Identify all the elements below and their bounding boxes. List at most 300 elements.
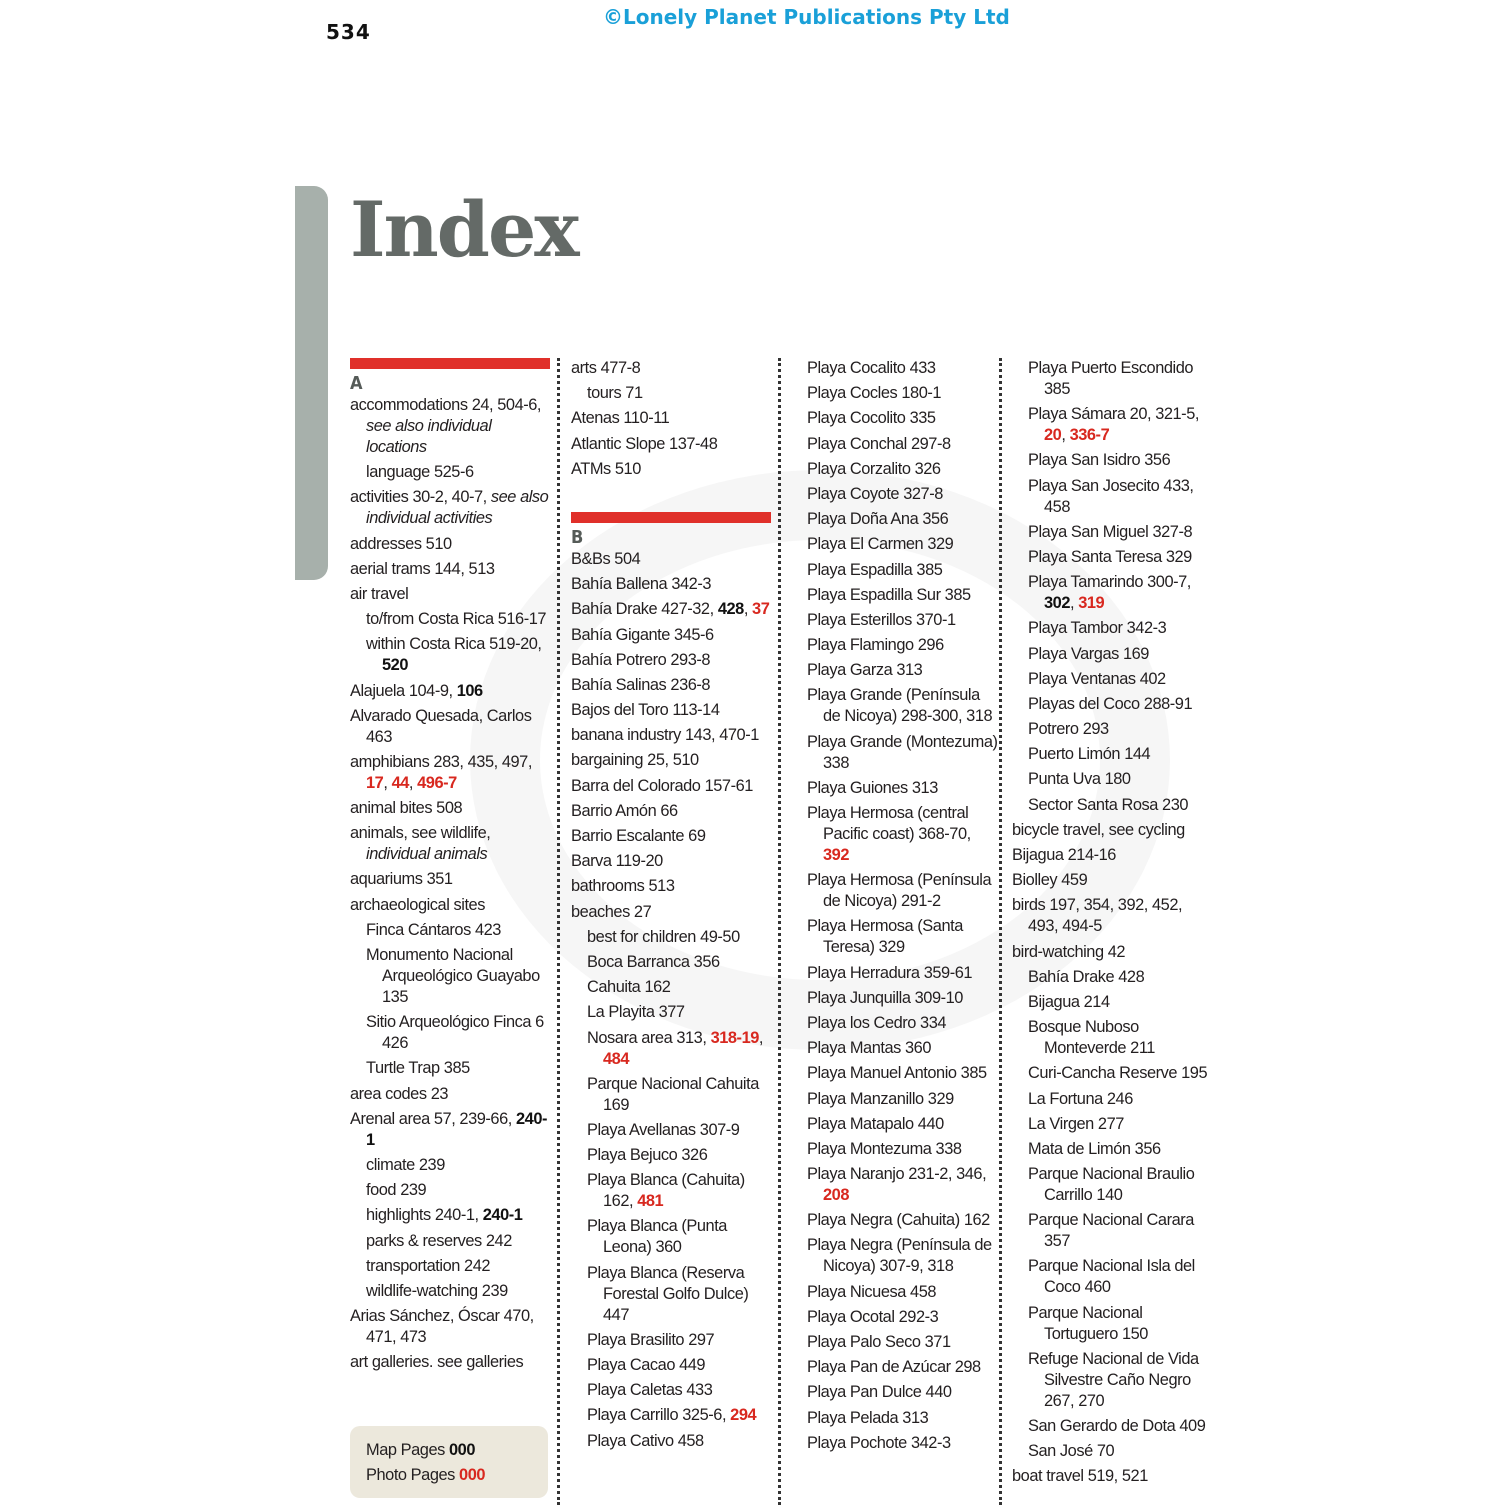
index-entry xyxy=(807,1235,999,1277)
index-subentry xyxy=(571,952,771,973)
photo-page-ref: 20 xyxy=(1044,426,1062,445)
entry-text: Barva 119-20 xyxy=(571,852,663,871)
entry-text: air travel xyxy=(350,584,409,603)
index-entry xyxy=(1012,870,1212,891)
index-entry xyxy=(1012,942,1212,963)
index-subentry xyxy=(350,634,550,676)
index-subentry xyxy=(1012,1303,1212,1345)
entry-text: climate 239 xyxy=(366,1155,445,1174)
index-entry xyxy=(571,650,771,671)
index-entry xyxy=(807,383,999,404)
legend-map-value: 000 xyxy=(448,1441,475,1459)
index-subentry xyxy=(1012,769,1212,790)
index-entry xyxy=(571,625,771,646)
entry-text: Playa Hermosa (central Pacific coast) 368-70, xyxy=(807,804,971,843)
legend-photo-value: 000 xyxy=(459,1466,486,1484)
entry-text: language 525-6 xyxy=(366,463,474,482)
section-letter: A xyxy=(350,373,363,394)
entry-text: to/from Costa Rica 516-17 xyxy=(366,610,547,629)
index-entry xyxy=(807,1013,999,1034)
index-entry xyxy=(571,408,771,429)
entry-text: Playa Puerto Escondido 385 xyxy=(1028,359,1194,398)
index-entry xyxy=(807,660,999,681)
entry-text: Finca Cántaros 423 xyxy=(366,920,501,939)
index-entry xyxy=(350,681,550,702)
index-entry xyxy=(807,963,999,984)
entry-text: Barra del Colorado 157-61 xyxy=(571,776,753,795)
index-subentry xyxy=(571,1431,771,1452)
page-type-legend xyxy=(350,1426,548,1498)
entry-text: Playa Doña Ana 356 xyxy=(807,510,949,529)
entry-text: , xyxy=(743,600,753,619)
index-entry xyxy=(350,584,550,605)
entry-text: Atenas 110-11 xyxy=(571,409,670,428)
index-subentry xyxy=(571,1405,771,1426)
entry-text: , xyxy=(758,1028,764,1047)
entry-text: Playa Pelada 313 xyxy=(807,1408,929,1427)
entry-text: Playa Sámara 20, 321-5, xyxy=(1028,405,1199,424)
index-entry xyxy=(807,778,999,799)
entry-text: Playa Cocles 180-1 xyxy=(807,384,942,403)
index-entry xyxy=(1012,1466,1212,1487)
index-entry xyxy=(350,706,550,748)
entry-text: Parque Nacional Cahuita 169 xyxy=(587,1074,759,1114)
entry-text: Curi-Cancha Reserve 195 xyxy=(1028,1064,1208,1083)
entry-text: Playa los Cedro 334 xyxy=(807,1013,947,1032)
index-entry xyxy=(807,358,999,379)
entry-text: Monumento Nacional Arqueológico Guayabo 135 xyxy=(366,946,540,1006)
map-page-ref: 302 xyxy=(1044,594,1070,613)
cross-reference: see also individual locations xyxy=(366,417,492,456)
entry-text: Playa Pan Dulce 440 xyxy=(807,1383,952,1402)
entry-text: Playa Junquilla 309-10 xyxy=(807,988,963,1007)
index-entry xyxy=(571,675,771,696)
index-entry xyxy=(1012,845,1212,866)
index-entry xyxy=(571,826,771,847)
section-letter: B xyxy=(571,526,583,548)
entry-text: Playa Brasilito 297 xyxy=(587,1330,715,1349)
entry-text: Bijagua 214-16 xyxy=(1012,846,1116,864)
index-entry xyxy=(807,1089,999,1110)
entry-text: Bosque Nuboso Monteverde 211 xyxy=(1028,1018,1155,1058)
index-entry xyxy=(350,559,550,580)
index-entry xyxy=(571,459,771,480)
index-subentry xyxy=(571,1028,771,1070)
map-page-ref: 106 xyxy=(456,681,483,700)
entry-text: Playa Matapalo 440 xyxy=(807,1114,944,1133)
entry-text: Playa Cocolito 335 xyxy=(807,409,936,428)
index-entry xyxy=(807,1357,999,1378)
entry-text: Playa Vargas 169 xyxy=(1028,644,1149,663)
index-subentry xyxy=(350,1281,550,1302)
index-entry xyxy=(571,876,771,897)
entry-text: area codes 23 xyxy=(350,1084,449,1103)
index-entry xyxy=(350,395,550,458)
index-entry xyxy=(1012,895,1212,937)
entry-text: Alajuela 104-9, xyxy=(350,681,457,700)
index-entry xyxy=(571,434,771,455)
index-entry xyxy=(571,725,771,746)
photo-page-ref: 319 xyxy=(1078,594,1105,613)
map-page-ref: 240-1 xyxy=(482,1206,523,1225)
cross-reference: see also individual activities xyxy=(366,488,549,528)
entry-text: amphibians 283, 435, 497, xyxy=(350,752,532,771)
entry-text: , xyxy=(1061,426,1070,445)
index-subentry xyxy=(1012,992,1212,1013)
index-subentry xyxy=(571,1120,771,1141)
index-entry xyxy=(807,459,999,480)
legend-photo-label: Photo Pages xyxy=(366,1466,455,1484)
entry-text: B&Bs 504 xyxy=(571,549,641,568)
index-subentry xyxy=(571,1074,771,1116)
entry-text: Playa Hermosa (Península de Nicoya) 291-2 xyxy=(807,871,992,911)
index-entry xyxy=(807,635,999,656)
entry-text: Playa San Isidro 356 xyxy=(1028,451,1171,470)
entry-text: Atlantic Slope 137-48 xyxy=(571,434,718,453)
index-subentry xyxy=(1012,1063,1212,1084)
index-subentry xyxy=(571,927,771,948)
index-entry xyxy=(571,549,771,570)
index-column-1 xyxy=(350,358,550,1505)
entry-text: aquariums 351 xyxy=(350,870,453,889)
entry-text: addresses 510 xyxy=(350,534,452,553)
entry-text: aerial trams 144, 513 xyxy=(350,559,495,578)
entry-text: accommodations 24, 504-6, xyxy=(350,396,542,414)
index-entry xyxy=(807,1038,999,1059)
entry-text: Playa Cocalito 433 xyxy=(807,359,936,377)
entry-text: Boca Barranca 356 xyxy=(587,952,720,971)
index-entry xyxy=(350,869,550,890)
index-subentry xyxy=(1012,1256,1212,1298)
index-subentry xyxy=(571,1263,771,1326)
entry-text: , xyxy=(1070,594,1079,613)
legend-map-label: Map Pages xyxy=(366,1441,445,1459)
entry-text: Refuge Nacional de Vida Silvestre Caño Negro 267, 270 xyxy=(1028,1349,1199,1410)
entry-text: , xyxy=(383,773,392,792)
entry-text: Playa Ocotal 292-3 xyxy=(807,1307,939,1326)
column-divider xyxy=(778,358,781,1505)
entry-text: Bijagua 214 xyxy=(1028,992,1110,1011)
entry-text: Potrero 293 xyxy=(1028,720,1109,739)
entry-text: Bahía Gigante 345-6 xyxy=(571,625,714,644)
entry-text: Playa Caletas 433 xyxy=(587,1381,713,1400)
entry-text: Arias Sánchez, Óscar 470, 471, 473 xyxy=(350,1307,534,1347)
copyright-notice: ©Lonely Planet Publications Pty Ltd xyxy=(603,5,1010,29)
index-subentry xyxy=(350,1205,550,1226)
index-entry xyxy=(350,1352,550,1373)
index-subentry xyxy=(350,462,550,483)
entry-text: Playa Tamarindo 300-7, xyxy=(1028,573,1191,592)
entry-text: San José 70 xyxy=(1028,1442,1115,1461)
index-subentry xyxy=(1012,644,1212,665)
entry-text: Turtle Trap 385 xyxy=(366,1059,470,1078)
index-subentry xyxy=(350,945,550,1008)
legend-map-pages xyxy=(366,1438,532,1463)
entry-text: Playa Negra (Península de Nicoya) 307-9, 318 xyxy=(807,1236,992,1276)
entry-text: Playa Cacao 449 xyxy=(587,1356,706,1374)
photo-page-ref: 392 xyxy=(823,846,849,864)
photo-page-ref: 208 xyxy=(823,1186,849,1205)
entry-text: animal bites 508 xyxy=(350,799,463,818)
entry-text: Playas del Coco 288-91 xyxy=(1028,694,1193,713)
entry-text: Bahía Ballena 342-3 xyxy=(571,575,711,594)
photo-page-ref: 17 xyxy=(366,773,384,792)
index-entry xyxy=(571,776,771,797)
index-entry xyxy=(807,1307,999,1328)
entry-text: boat travel 519, 521 xyxy=(1012,1467,1148,1486)
entry-text: beaches 27 xyxy=(571,902,652,921)
entry-text: La Fortuna 246 xyxy=(1028,1089,1133,1108)
cross-reference: individual animals xyxy=(366,845,488,864)
entry-text: activities 30-2, 40-7, xyxy=(350,488,491,507)
entry-text: Alvarado Quesada, Carlos 463 xyxy=(350,706,532,746)
entry-text: Playa Mantas 360 xyxy=(807,1039,932,1058)
index-subentry xyxy=(1012,1114,1212,1135)
index-entry xyxy=(350,895,550,916)
index-subentry xyxy=(571,1170,771,1212)
entry-text: Playa Pochote 342-3 xyxy=(807,1433,951,1452)
index-subentry xyxy=(350,1155,550,1176)
index-entry xyxy=(571,750,771,771)
index-subentry xyxy=(1012,967,1212,988)
entry-text: Playa Cativo 458 xyxy=(587,1431,704,1450)
index-entry xyxy=(807,1164,999,1206)
entry-text: , xyxy=(408,773,418,792)
index-entry xyxy=(350,823,550,865)
entry-text: Playa Santa Teresa 329 xyxy=(1028,547,1192,566)
index-entry xyxy=(571,700,771,721)
entry-text: Playa Blanca (Reserva Forestal Golfo Dulce) 447 xyxy=(587,1263,749,1324)
entry-text: Playa Esterillos 370-1 xyxy=(807,610,956,629)
index-subentry xyxy=(1012,1139,1212,1160)
entry-text: La Playita 377 xyxy=(587,1003,685,1022)
entry-text: birds 197, 354, 392, 452, 493, 494-5 xyxy=(1012,896,1183,936)
index-subentry xyxy=(350,1180,550,1201)
entry-text: Playa Blanca (Cahuita) 162, xyxy=(587,1171,745,1211)
index-subentry xyxy=(1012,1210,1212,1252)
index-entry xyxy=(807,870,999,912)
entry-text: bird-watching 42 xyxy=(1012,942,1126,961)
entry-text: Playa Carrillo 325-6, xyxy=(587,1406,731,1425)
index-entry xyxy=(807,1433,999,1454)
index-entry xyxy=(807,988,999,1009)
entry-text: bicycle travel, see cycling xyxy=(1012,820,1185,839)
photo-page-ref: 496-7 xyxy=(417,773,457,792)
index-entry xyxy=(807,1114,999,1135)
index-column-3 xyxy=(807,358,999,1505)
entry-text: arts 477-8 xyxy=(571,359,641,377)
index-subentry xyxy=(1012,795,1212,816)
entry-text: Playa Coyote 327-8 xyxy=(807,484,943,503)
index-subentry xyxy=(1012,476,1212,518)
entry-text: Bahía Salinas 236-8 xyxy=(571,675,711,694)
entry-text: within Costa Rica 519-20, xyxy=(366,635,542,654)
index-entry xyxy=(807,1282,999,1303)
entry-text: Nosara area 313, xyxy=(587,1028,711,1047)
index-subentry xyxy=(571,383,771,404)
index-subentry xyxy=(1012,1089,1212,1110)
index-entry xyxy=(571,902,771,923)
index-entry xyxy=(350,1084,550,1105)
entry-text: banana industry 143, 470-1 xyxy=(571,726,759,745)
index-subentry xyxy=(350,1256,550,1277)
index-entry xyxy=(571,851,771,872)
index-subentry xyxy=(571,1380,771,1401)
index-subentry xyxy=(350,1058,550,1079)
entry-text: food 239 xyxy=(366,1181,427,1200)
entry-text: Playa San Miguel 327-8 xyxy=(1028,522,1193,541)
index-entry xyxy=(350,1306,550,1348)
photo-page-ref: 294 xyxy=(730,1406,757,1425)
entry-text: Punta Uva 180 xyxy=(1028,770,1131,789)
index-subentry xyxy=(571,1355,771,1376)
entry-text: best for children 49-50 xyxy=(587,927,740,946)
entry-text: Playa Guiones 313 xyxy=(807,778,938,797)
index-entry xyxy=(350,534,550,555)
entry-text: Playa Tambor 342-3 xyxy=(1028,619,1167,638)
index-entry xyxy=(807,1063,999,1084)
entry-text: animals, see wildlife, xyxy=(350,824,491,843)
entry-text: Playa Manzanillo 329 xyxy=(807,1089,954,1108)
entry-text: Playa Avellanas 307-9 xyxy=(587,1120,740,1139)
entry-text: Parque Nacional Isla del Coco 460 xyxy=(1028,1257,1195,1297)
map-page-ref: 240-1 xyxy=(366,1109,547,1149)
index-entry xyxy=(807,509,999,530)
letter-bar xyxy=(571,512,771,523)
index-subentry xyxy=(1012,1416,1212,1437)
entry-text: Bahía Potrero 293-8 xyxy=(571,650,711,669)
column-divider xyxy=(999,358,1002,1505)
letter-section-header xyxy=(571,512,771,547)
index-subentry xyxy=(1012,358,1212,400)
entry-text: Playa Herradura 359-61 xyxy=(807,963,973,982)
index-subentry xyxy=(1012,1017,1212,1059)
entry-text: Mata de Limón 356 xyxy=(1028,1139,1161,1158)
index-entry xyxy=(807,685,999,727)
column-divider xyxy=(557,358,560,1505)
entry-text: Playa Espadilla Sur 385 xyxy=(807,585,971,604)
entry-text: Playa Ventanas 402 xyxy=(1028,669,1166,688)
index-entry xyxy=(571,599,771,620)
index-entry xyxy=(571,574,771,595)
index-entry xyxy=(807,434,999,455)
index-subentry xyxy=(1012,1441,1212,1462)
entry-text: Playa Blanca (Punta Leona) 360 xyxy=(587,1217,727,1257)
index-subentry xyxy=(1012,450,1212,471)
entry-text: Playa Grande (Montezuma) 338 xyxy=(807,732,998,772)
entry-text: tours 71 xyxy=(587,384,643,403)
index-subentry xyxy=(350,1012,550,1054)
entry-text: wildlife-watching 239 xyxy=(366,1281,508,1300)
index-subentry xyxy=(350,1231,550,1252)
entry-text: Sector Santa Rosa 230 xyxy=(1028,795,1189,814)
index-subentry xyxy=(350,609,550,630)
index-entry xyxy=(1012,820,1212,841)
entry-text: Playa San Josecito 433, 458 xyxy=(1028,476,1194,516)
index-entry xyxy=(571,358,771,379)
entry-text: Playa Naranjo 231-2, 346, xyxy=(807,1165,987,1184)
index-subentry xyxy=(571,1330,771,1351)
index-entry xyxy=(807,732,999,774)
entry-text: San Gerardo de Dota 409 xyxy=(1028,1417,1206,1435)
section-spacer xyxy=(571,484,771,512)
entry-text: Playa Grande (Península de Nicoya) 298-300, 318 xyxy=(807,686,993,726)
index-entry xyxy=(350,752,550,794)
index-subentry xyxy=(350,920,550,941)
index-entry xyxy=(807,1408,999,1429)
index-entry xyxy=(807,534,999,555)
entry-text: art galleries. see galleries xyxy=(350,1353,524,1372)
entry-text: Barrio Escalante 69 xyxy=(571,827,706,845)
entry-text: archaeological sites xyxy=(350,895,485,914)
entry-text: bathrooms 513 xyxy=(571,877,675,896)
entry-text: Parque Nacional Carara 357 xyxy=(1028,1211,1194,1251)
index-subentry xyxy=(1012,618,1212,639)
index-subentry xyxy=(1012,522,1212,543)
entry-text: Playa Flamingo 296 xyxy=(807,636,944,655)
index-subentry xyxy=(1012,1164,1212,1206)
page-number: 534 xyxy=(326,20,371,44)
entry-text: Playa Montezuma 338 xyxy=(807,1139,962,1158)
entry-text: Arenal area 57, 239-66, xyxy=(350,1109,516,1128)
entry-text: Biolley 459 xyxy=(1012,871,1088,890)
index-subentry xyxy=(571,1002,771,1023)
index-entry xyxy=(807,1332,999,1353)
entry-text: Playa El Carmen 329 xyxy=(807,535,954,554)
index-subentry xyxy=(1012,1349,1212,1412)
photo-page-ref: 44 xyxy=(391,773,409,792)
entry-text: Bahía Drake 428 xyxy=(1028,967,1145,986)
entry-text: Playa Conchal 297-8 xyxy=(807,434,951,453)
index-subentry xyxy=(1012,572,1212,614)
index-entry xyxy=(571,801,771,822)
index-subentry xyxy=(1012,404,1212,446)
entry-text: Barrio Amón 66 xyxy=(571,801,678,820)
index-entry xyxy=(807,610,999,631)
index-entry xyxy=(807,1139,999,1160)
index-column-2 xyxy=(571,358,771,1505)
legend-photo-pages xyxy=(366,1463,532,1488)
index-entry xyxy=(350,798,550,819)
entry-text: bargaining 25, 510 xyxy=(571,751,699,770)
photo-page-ref: 37 xyxy=(752,600,770,619)
index-subentry xyxy=(1012,744,1212,765)
entry-text: Cahuita 162 xyxy=(587,978,671,997)
entry-text: Parque Nacional Braulio Carrillo 140 xyxy=(1028,1165,1195,1205)
index-entry xyxy=(807,585,999,606)
entry-text: Playa Garza 313 xyxy=(807,661,923,680)
entry-text: Bajos del Toro 113-14 xyxy=(571,701,720,720)
entry-text: parks & reserves 242 xyxy=(366,1231,512,1250)
entry-text: Playa Pan de Azúcar 298 xyxy=(807,1358,981,1377)
letter-bar xyxy=(350,358,550,369)
index-entry xyxy=(350,487,550,529)
index-entry xyxy=(807,408,999,429)
entry-text: Playa Manuel Antonio 385 xyxy=(807,1064,987,1083)
entry-text: Puerto Limón 144 xyxy=(1028,745,1151,764)
index-subentry xyxy=(1012,719,1212,740)
entry-text: ATMs 510 xyxy=(571,459,641,478)
index-entry xyxy=(807,1210,999,1231)
index-column-4 xyxy=(1012,358,1212,1505)
section-side-tab xyxy=(295,186,328,580)
index-entry xyxy=(807,484,999,505)
entry-text: highlights 240-1, xyxy=(366,1206,483,1225)
index-subentry xyxy=(1012,669,1212,690)
letter-section-header xyxy=(350,358,550,393)
index-title: Index xyxy=(350,185,578,274)
map-page-ref: 520 xyxy=(382,656,408,675)
